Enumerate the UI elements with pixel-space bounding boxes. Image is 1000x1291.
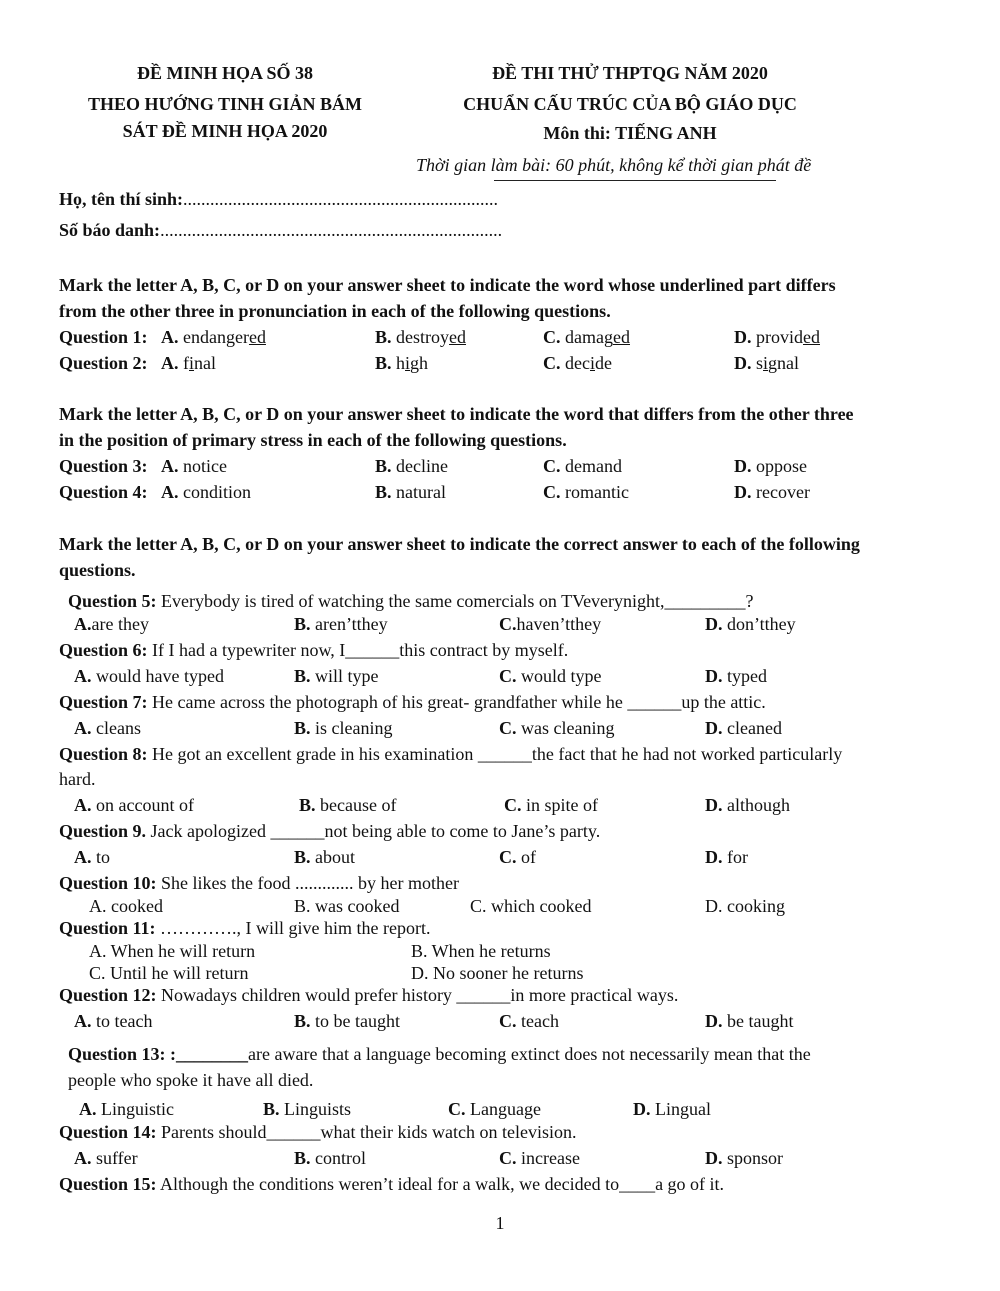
q10-label: Question 10: (59, 873, 157, 893)
q12-b-letter: B. (294, 1011, 311, 1031)
q3-d-text: oppose (756, 456, 807, 476)
q9-option-c (499, 846, 536, 868)
q3-b-letter: B. (375, 456, 392, 476)
name-label: Họ, tên thí sinh: (59, 189, 184, 209)
q4-option-d (734, 481, 810, 503)
q7-a-letter: A. (74, 718, 92, 738)
q13-label: Question 13: (68, 1044, 166, 1064)
q5-a-letter: A. (74, 614, 92, 634)
q5-label: Question 5: (68, 591, 157, 611)
q6-option-c (499, 665, 602, 687)
q3-c-letter: C. (543, 456, 561, 476)
q14-b-letter: B. (294, 1148, 311, 1168)
header-right-line-2: CHUẨN CẤU TRÚC CỦA BỘ GIÁO DỤC (463, 94, 797, 114)
q6-b-letter: B. (294, 666, 311, 686)
q12-stem (59, 984, 678, 1006)
q6-d-text: typed (727, 666, 767, 686)
q7-a-text: cleans (96, 718, 141, 738)
q12-label: Question 12: (59, 985, 157, 1005)
section2-instruction-line-2: in the position of primary stress in each of the following questions. (59, 430, 567, 450)
q5-d-letter: D. (705, 614, 723, 634)
q6-a-letter: A. (74, 666, 92, 686)
q5-b-letter: B. (294, 614, 311, 634)
q1-a-letter: A. (161, 327, 179, 347)
id-label: Số báo danh: (59, 220, 161, 240)
q14-c-letter: C. (499, 1148, 517, 1168)
q8-d-letter: D. (705, 795, 723, 815)
q1-option-d (734, 326, 820, 348)
q11-label: Question 11: (59, 918, 156, 938)
q12-option-b (294, 1010, 400, 1032)
q2-b-post: gh (410, 353, 429, 373)
q5-a-text: are they (91, 614, 149, 634)
q1-a-underlined: ed (248, 327, 266, 347)
q5-option-c (499, 613, 601, 635)
q5-d-text: don’tthey (727, 614, 796, 634)
q11-text: …………., I will give him the report. (160, 918, 431, 938)
q3-d-letter: D. (734, 456, 752, 476)
q1-b-underlined: ed (449, 327, 467, 347)
q4-option-c (543, 481, 629, 503)
q13-a-text: Linguistic (101, 1099, 174, 1119)
section2-instruction-line-1: Mark the letter A, B, C, or D on your answer sheet to indicate the word that differs from the other three (59, 404, 854, 424)
q7-option-d (705, 717, 782, 739)
q1-d-text: provid (756, 327, 803, 347)
q7-d-text: cleaned (727, 718, 782, 738)
q3-c-text: demand (565, 456, 622, 476)
q2-c-post: de (595, 353, 612, 373)
q12-text: Nowadays children would prefer history ______in more practical ways. (161, 985, 679, 1005)
q2-c-underlined: i (589, 353, 595, 373)
q12-b-text: to be taught (315, 1011, 400, 1031)
q12-c-letter: C. (499, 1011, 517, 1031)
q5-b-text: aren’tthey (315, 614, 388, 634)
q1-label: Question 1: (59, 327, 148, 347)
q14-c-text: increase (521, 1148, 580, 1168)
q7-label: Question 7: (59, 692, 148, 712)
q14-b-text: control (315, 1148, 367, 1168)
q9-label: Question 9. (59, 821, 147, 841)
q6-option-a (74, 665, 224, 687)
q9-a-letter: A. (74, 847, 92, 867)
q2-label: Question 2: (59, 353, 148, 373)
q1-option-a (161, 326, 266, 348)
q4-option-b (375, 481, 446, 503)
q13-a-letter: A. (79, 1099, 97, 1119)
q1-c-underlined: ed (612, 327, 630, 347)
q1-c-letter: C. (543, 327, 561, 347)
q13-blank: ________ (176, 1044, 249, 1064)
q8-stem-line-2: hard. (59, 769, 96, 789)
q9-option-a (74, 846, 110, 868)
q8-c-text: in spite of (526, 795, 598, 815)
q9-stem (59, 820, 600, 842)
q12-option-d (705, 1010, 793, 1032)
q4-a-text: condition (183, 482, 251, 502)
q4-b-text: natural (396, 482, 446, 502)
q14-option-d (705, 1147, 783, 1169)
q13-d-text: Lingual (655, 1099, 711, 1119)
q10-option-c: C. which cooked (470, 896, 592, 916)
q2-b-letter: B. (375, 353, 392, 373)
q8-b-text: because of (320, 795, 397, 815)
q9-d-text: for (727, 847, 748, 867)
q4-label: Question 4: (59, 482, 148, 502)
q5-option-d (705, 613, 796, 635)
exam-time: Thời gian làm bài: 60 phút, không kể thời gian phát đề (416, 155, 812, 175)
q4-d-letter: D. (734, 482, 752, 502)
q6-a-text: would have typed (96, 666, 224, 686)
q14-a-letter: A. (74, 1148, 92, 1168)
q10-stem (59, 872, 459, 894)
q10-option-b: B. was cooked (294, 896, 400, 916)
q8-b-letter: B. (299, 795, 316, 815)
q5-c-letter: C. (499, 614, 517, 634)
q4-b-letter: B. (375, 482, 392, 502)
name-dots: ...................................................................... (183, 189, 499, 209)
q7-c-text: was cleaning (521, 718, 615, 738)
q9-text: Jack apologized ______not being able to come to Jane’s party. (150, 821, 601, 841)
q14-option-b (294, 1147, 366, 1169)
q3-option-a (161, 455, 227, 477)
q5-blank: _________ (664, 591, 746, 611)
q13-option-a (79, 1098, 174, 1120)
q9-c-text: of (521, 847, 536, 867)
q8-d-text: although (727, 795, 790, 815)
q8-option-a (74, 794, 194, 816)
q14-d-letter: D. (705, 1148, 723, 1168)
q14-stem (59, 1121, 576, 1143)
q2-c-pre: dec (565, 353, 590, 373)
q13-d-letter: D. (633, 1099, 651, 1119)
q7-text: He came across the photograph of his great- grandfather while he ______up the attic. (152, 692, 766, 712)
q4-c-letter: C. (543, 482, 561, 502)
q14-a-text: suffer (96, 1148, 138, 1168)
q10-option-a: A. cooked (89, 896, 163, 916)
q9-a-text: to (96, 847, 111, 867)
q2-a-post: nal (194, 353, 217, 373)
q13-stem-line-2: people who spoke it have all died. (68, 1070, 314, 1090)
q13-option-d (633, 1098, 711, 1120)
q8-option-c (504, 794, 598, 816)
q5-option-a (74, 613, 149, 635)
q11-stem (59, 917, 430, 939)
q11-option-b: B. When he returns (411, 941, 551, 961)
q7-stem (59, 691, 766, 713)
q13-c-letter: C. (448, 1099, 466, 1119)
q12-a-letter: A. (74, 1011, 92, 1031)
q13-c-text: Language (470, 1099, 541, 1119)
q14-d-text: sponsor (727, 1148, 784, 1168)
q12-d-text: be taught (727, 1011, 794, 1031)
q9-option-d (705, 846, 748, 868)
q2-option-d (734, 352, 799, 374)
q2-d-post: gnal (768, 353, 800, 373)
q1-a-text: endanger (183, 327, 249, 347)
q8-option-d (705, 794, 790, 816)
section3-instruction-line-1: Mark the letter A, B, C, or D on your answer sheet to indicate the correct answer to each of the following (59, 534, 860, 554)
q8-c-letter: C. (504, 795, 522, 815)
q11-option-a: A. When he will return (89, 941, 256, 961)
q13-colon: : (165, 1044, 177, 1064)
q14-option-a (74, 1147, 138, 1169)
header-left-line-1: ĐỀ MINH HỌA SỐ 38 (136, 63, 314, 83)
q4-c-text: romantic (565, 482, 629, 502)
q6-option-d (705, 665, 767, 687)
id-dots: ............................................................................ (160, 220, 503, 240)
q6-c-letter: C. (499, 666, 517, 686)
q10-option-d: D. cooking (705, 896, 785, 916)
q2-a-pre: f (183, 353, 189, 373)
header-left-line-2: THEO HƯỚNG TINH GIẢN BÁM (87, 94, 363, 114)
header-left-line-3: SÁT ĐỀ MINH HỌA 2020 (122, 121, 328, 141)
section1-instruction-line-1: Mark the letter A, B, C, or D on your answer sheet to indicate the word whose underlined part differs (59, 275, 836, 295)
name-field (59, 188, 498, 210)
q2-a-underlined: i (189, 353, 195, 373)
q9-option-b (294, 846, 355, 868)
q2-option-b (375, 352, 428, 374)
q6-c-text: would type (521, 666, 602, 686)
q1-option-b (375, 326, 466, 348)
q3-b-text: decline (396, 456, 448, 476)
q4-a-letter: A. (161, 482, 179, 502)
q6-b-text: will type (315, 666, 379, 686)
q2-c-letter: C. (543, 353, 561, 373)
q9-b-text: about (315, 847, 356, 867)
q14-label: Question 14: (59, 1122, 157, 1142)
q13-b-letter: B. (263, 1099, 280, 1119)
q8-a-letter: A. (74, 795, 92, 815)
q8-text: He got an excellent grade in his examination ______the fact that he had not worked particularly (152, 744, 843, 764)
q2-a-letter: A. (161, 353, 179, 373)
q15-text: Although the conditions weren’t ideal for a walk, we decided to____a go of it. (160, 1174, 725, 1194)
q13-text: are aware that a language becoming extinct does not necessarily mean that the (248, 1044, 811, 1064)
q1-c-text: damag (565, 327, 613, 347)
section3-instruction-line-2: questions. (59, 560, 136, 580)
q10-text: She likes the food ............. by her mother (161, 873, 459, 893)
q8-option-b (299, 794, 396, 816)
q7-option-a (74, 717, 141, 739)
q12-option-a (74, 1010, 152, 1032)
q6-d-letter: D. (705, 666, 723, 686)
q9-b-letter: B. (294, 847, 311, 867)
q5-option-b (294, 613, 388, 635)
q8-stem (59, 743, 842, 765)
q12-d-letter: D. (705, 1011, 723, 1031)
page-number: 1 (495, 1213, 505, 1233)
q8-a-text: on account of (96, 795, 194, 815)
q2-option-c (543, 352, 612, 374)
header-right-line-1: ĐỀ THI THỬ THPTQG NĂM 2020 (492, 63, 768, 83)
q13-b-text: Linguists (284, 1099, 352, 1119)
q2-b-underlined: i (405, 353, 411, 373)
q7-option-b (294, 717, 393, 739)
q9-d-letter: D. (705, 847, 723, 867)
q6-option-b (294, 665, 379, 687)
q2-option-a (161, 352, 216, 374)
q11-option-d: D. No sooner he returns (411, 963, 584, 983)
q4-d-text: recover (756, 482, 810, 502)
q5-stem (68, 590, 754, 612)
q3-a-letter: A. (161, 456, 179, 476)
q3-label: Question 3: (59, 456, 148, 476)
q7-option-c (499, 717, 614, 739)
q3-a-text: notice (183, 456, 227, 476)
q1-b-letter: B. (375, 327, 392, 347)
q6-text: If I had a typewriter now, I______this contract by myself. (152, 640, 569, 660)
q6-stem (59, 639, 568, 661)
q12-option-c (499, 1010, 559, 1032)
q1-b-text: destroy (396, 327, 450, 347)
q7-c-letter: C. (499, 718, 517, 738)
q5-text: Everybody is tired of watching the same comercials on TVeverynight, (161, 591, 665, 611)
header-right-line-3: Môn thi: TIẾNG ANH (543, 123, 717, 143)
q1-option-c (543, 326, 630, 348)
q3-option-c (543, 455, 622, 477)
q2-d-underlined: i (763, 353, 769, 373)
q12-c-text: teach (521, 1011, 559, 1031)
q15-stem (59, 1173, 724, 1195)
q7-d-letter: D. (705, 718, 723, 738)
q13-option-b (263, 1098, 351, 1120)
q8-label: Question 8: (59, 744, 148, 764)
q5-end: ? (745, 591, 754, 611)
q14-option-c (499, 1147, 580, 1169)
header-divider (494, 180, 776, 181)
q7-b-letter: B. (294, 718, 311, 738)
q4-option-a (161, 481, 251, 503)
q6-label: Question 6: (59, 640, 148, 660)
q15-label: Question 15: (59, 1174, 157, 1194)
q11-option-c: C. Until he will return (89, 963, 249, 983)
q13-stem (68, 1043, 811, 1065)
section1-instruction-line-2: from the other three in pronunciation in each of the following questions. (59, 301, 611, 321)
q2-d-letter: D. (734, 353, 752, 373)
q3-option-b (375, 455, 448, 477)
q9-c-letter: C. (499, 847, 517, 867)
q5-c-text: haven’tthey (516, 614, 602, 634)
id-field (59, 219, 502, 241)
q2-b-pre: h (396, 353, 406, 373)
q12-a-text: to teach (96, 1011, 153, 1031)
q3-option-d (734, 455, 807, 477)
q13-option-c (448, 1098, 541, 1120)
q1-d-letter: D. (734, 327, 752, 347)
q1-d-underlined: ed (803, 327, 820, 347)
q2-d-pre: s (756, 353, 764, 373)
q14-text: Parents should______what their kids watch on television. (161, 1122, 577, 1142)
q7-b-text: is cleaning (315, 718, 393, 738)
